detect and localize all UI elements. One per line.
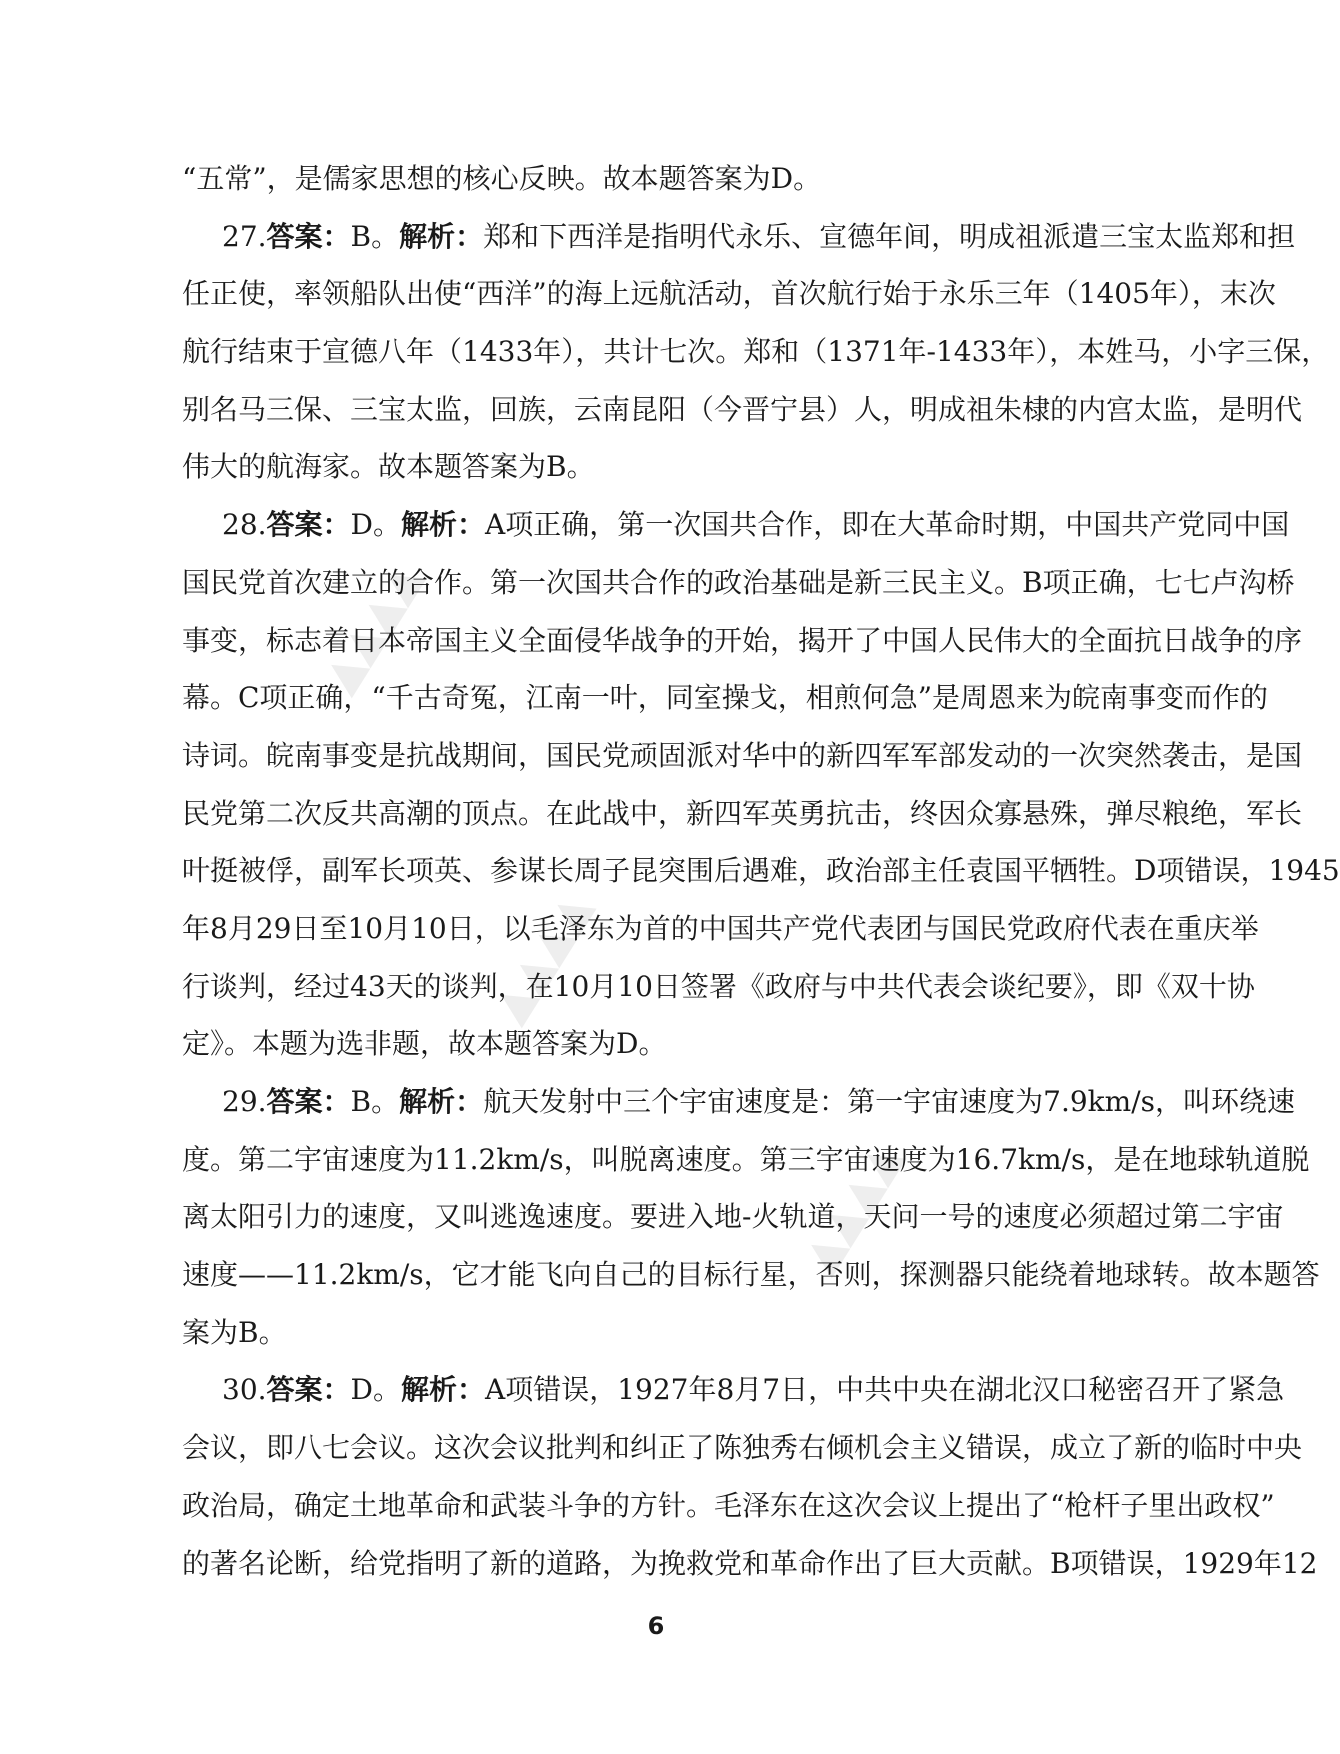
line-text: 郑和下西洋是指明代永乐、宣德年间，明成祖派遣三宝太监郑和担 (483, 219, 1296, 253)
answer-label: 答案： (266, 219, 351, 253)
text-line: 年8月29日至10月10日，以毛泽东为首的中国共产党代表团与国民党政府代表在重庆举 (182, 911, 1259, 945)
line-text: A项错误，1927年8月7日，中共中央在湖北汉口秘密召开了紧急 (485, 1373, 1285, 1407)
answer-paragraph (182, 1361, 1318, 1592)
text-line: 行谈判，经过43天的谈判，在10月10日签署《政府与中共代表会谈纪要》，即《双十协 (182, 969, 1255, 1003)
text-line (182, 208, 1296, 266)
text-line: 会议，即八七会议。这次会议批判和纠正了陈独秀右倾机会主义错误，成立了新的临时中央 (182, 1431, 1303, 1465)
analysis-label: 解析： (401, 1373, 486, 1407)
text-line: 诗词。皖南事变是抗战期间，国民党顽固派对华中的新四军军部发动的一次突然袭击，是国 (182, 738, 1303, 772)
answer-label: 答案： (266, 1373, 351, 1407)
text-line (182, 1073, 1295, 1131)
text-line (182, 496, 1290, 554)
answer-paragraph (182, 496, 1340, 1073)
answer-value: D。 (350, 1373, 401, 1407)
text-line: “五常”，是儒家思想的核心反映。故本题答案为D。 (182, 162, 822, 195)
answer-paragraph (182, 208, 1330, 496)
page-number: 6 (647, 1612, 665, 1640)
document-body (182, 150, 1340, 1592)
text-line: 国民党首次建立的合作。第一次国共合作的政治基础是新三民主义。B项正确，七七卢沟桥 (182, 565, 1295, 599)
watermark: ▲▲▲▲ (310, 552, 432, 702)
text-line: 政治局，确定土地革命和武装斗争的方针。毛泽东在这次会议上提出了“枪杆子里出政权” (182, 1488, 1275, 1522)
answer-value: B。 (350, 1085, 400, 1118)
text-line: 离太阳引力的速度，又叫逃逸速度。要进入地-火轨道，天问一号的速度必须超过第二宇宙 (182, 1200, 1284, 1234)
line-text: 航天发射中三个宇宙速度是：第一宇宙速度为7.9km/s，叫环绕速 (483, 1085, 1295, 1118)
text-line: 幕。C项正确，“千古奇冤，江南一叶，同室操戈，相煎何急”是周恩来为皖南事变而作的 (182, 681, 1269, 715)
answer-label: 答案： (266, 508, 351, 542)
answer-paragraph (182, 1073, 1320, 1361)
text-line (182, 1361, 1285, 1419)
text-line: 别名马三保、三宝太监，回族，云南昆阳（今晋宁县）人，明成祖朱棣的内宫太监，是明代 (182, 392, 1303, 426)
text-line: 伟大的航海家。故本题答案为B。 (182, 450, 595, 484)
analysis-label: 解析： (401, 508, 486, 542)
analysis-label: 解析： (399, 219, 484, 253)
answer-label: 答案： (266, 1085, 351, 1118)
answer-value: D。 (350, 508, 401, 542)
watermark: ▲▲▲▲ (790, 1132, 912, 1282)
text-line: 的著名论断，给党指明了新的道路，为挽救党和革命作出了巨大贡献。B项错误，1929年12 (182, 1546, 1318, 1580)
text-line: 速度——11.2km/s，它才能飞向自己的目标行星，否则，探测器只能绕着地球转。故本题答 (182, 1258, 1320, 1292)
question-number: 29. (222, 1085, 267, 1118)
question-number: 30. (222, 1373, 267, 1407)
text-line: 航行结束于宣德八年（1433年），共计七次。郑和（1371年-1433年），本姓马，小字三保， (182, 335, 1330, 369)
text-line: 任正使，率领船队出使“西洋”的海上远航活动，首次航行始于永乐三年（1405年），末次 (182, 277, 1276, 311)
analysis-label: 解析： (399, 1085, 484, 1118)
question-number: 27. (222, 219, 267, 253)
text-line: 叶挺被俘，副军长项英、参谋长周子昆突围后遇难，政治部主任袁国平牺牲。D项错误，1945 (182, 854, 1340, 888)
question-number: 28. (222, 508, 267, 542)
text-line: 事变，标志着日本帝国主义全面侵华战争的开始，揭开了中国人民伟大的全面抗日战争的序 (182, 623, 1303, 657)
line-text: A项正确，第一次国共合作，即在大革命时期，中国共产党同中国 (485, 508, 1290, 542)
watermark: ▲▲▲▲ (480, 882, 602, 1032)
text-line: 定》。本题为选非题，故本题答案为D。 (182, 1027, 667, 1061)
text-line: 案为B。 (182, 1315, 287, 1349)
text-line: 民党第二次反共高潮的顶点。在此战中，新四军英勇抗击，终因众寡悬殊，弹尽粮绝，军长 (182, 796, 1303, 830)
answer-value: B。 (350, 219, 400, 253)
text-line: 度。第二宇宙速度为11.2km/s，叫脱离速度。第三宇宙速度为16.7km/s，是在地球轨道脱 (182, 1142, 1310, 1176)
